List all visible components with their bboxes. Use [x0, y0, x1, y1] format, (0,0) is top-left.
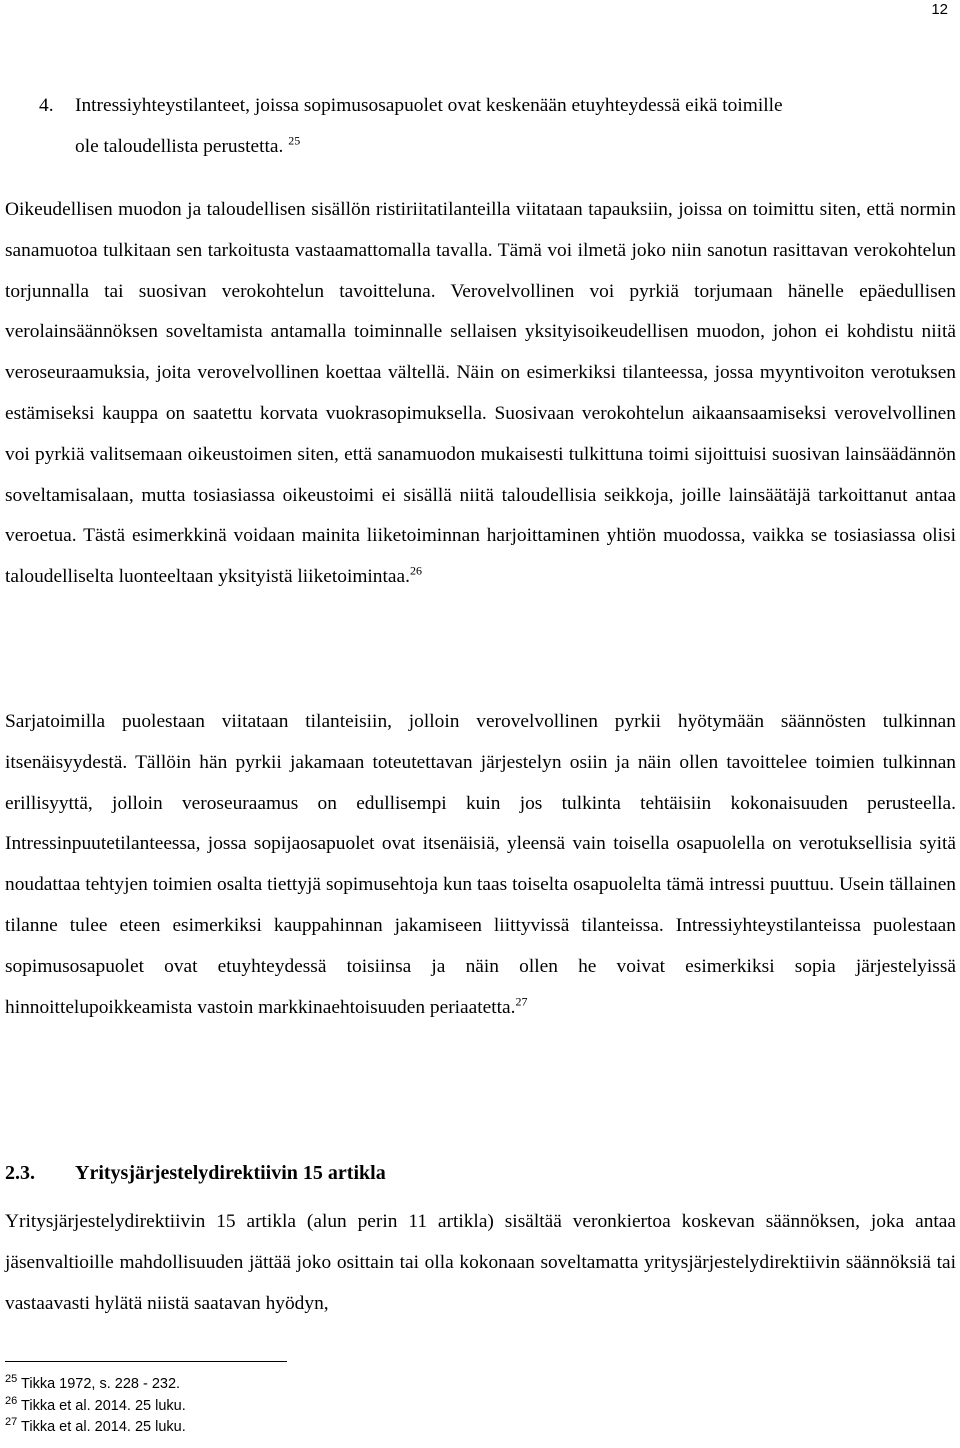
footnote-ref-27: 27: [515, 994, 528, 1009]
paragraph1-text: Oikeudellisen muodon ja taloudellisen sisällön ristiriitatilanteilla viitataan tapauksiin, joissa on toimittu siten, että normin sanamuotoa tulkitaan sen tarkoitusta vastaamattomalla tavalla. Tämä voi ilmetä joko niin sanotun rasittavan verokohtelun torjunnalla tai suosivan verokohtelun tavoitteluna. Verovelvollinen voi pyrkiä torjumaan hänelle epäedullisen verolainsäännöksen soveltamista antamalla toiminnalle sellaisen yksityisoikeudellisen muodon, johon ei kohdistu niitä veroseuraamuksia, joita verovelvollinen koettaa vältellä. Näin on esimerkiksi tilanteessa, jossa myyntivoiton verotuksen estämiseksi kauppa on saatettu korvata vuokrasopimuksella. Suosivaan verokohtelun aikaansaamiseksi verovelvollinen voi pyrkiä valitsemaan oikeustoimen siten, että sanamuodon mukaisesti tulkittuna toimi sijoittuisi suosivan lainsäädännön soveltamisalaan, mutta tosiasiassa oikeustoimi ei sisällä niitä taloudellisia seikkoja, joille lainsäätäjä tarkoittanut antaa veroetua. Tästä esimerkkinä voidaan mainita liiketoiminnan harjoittaminen yhtiön muodossa, vaikka se tosiasiassa olisi taloudelliselta luonteeltaan yksityistä liiketoimintaa.: [5, 199, 956, 588]
list-item-text-line2: ole taloudellista perustetta.: [75, 135, 284, 157]
list-item: [39, 86, 956, 168]
footnote-text: Tikka 1972, s. 228 - 232.: [21, 1376, 181, 1392]
footnote-27: [5, 1417, 186, 1439]
footnote-26: [5, 1396, 186, 1418]
paragraph2-text: Sarjatoimilla puolestaan viitataan tilanteisiin, jolloin verovelvollinen pyrkii hyötymään säännösten tulkinnan itsenäisyydestä. Tällöin hän pyrkii jakamaan toteutettavan järjestelyn osiin ja näin ollen tavoittelee toimien tulkinnan erillisyyttä, jolloin veroseuraamus on edullisempi kuin jos tulkinta tehtäisiin kokonaisuuden perusteella. Intressinpuutetilanteessa, jossa sopijaosapuolet ovat itsenäisiä, yleensä vain toisella osapuolella on verotuksellisia syitä noudattaa tehtyjen toimien osalta tiettyjä sopimusehtoja kun taas toiselta osapuolelta tämä intressi puuttuu. Usein tällainen tilanne tulee eteen esimerkiksi kauppahinnan jakamiseen liittyvissä tilanteissa. Intressiyhteystilanteissa puolestaan sopimusosapuolet ovat etuyhteydessä toisiinsa ja näin ollen he voivat esimerkiksi sopia järjestelyissä hinnoittelupoikkeamista vastoin markkinaehtoisuuden periaatetta.: [5, 711, 956, 1018]
paragraph-form-vs-substance: [5, 190, 956, 598]
page-number: 12: [931, 1, 948, 18]
footnote-ref-26: 26: [409, 563, 422, 578]
footnote-ref-25: 25: [288, 133, 301, 148]
paragraph3-text: Yritysjärjestelydirektiivin 15 artikla (alun perin 11 artikla) sisältää veronkiertoa koskevan säännöksen, joka antaa jäsenvaltioille mahdollisuuden jättää joko osittain tai olla kokonaan soveltamatta yritysjärjestelydirektiivin säännöksiä tai vastaavasti hylätä niistä saatavan hyödyn,: [5, 1211, 956, 1314]
footnote-text: Tikka et al. 2014. 25 luku.: [21, 1419, 186, 1435]
footnote-text: Tikka et al. 2014. 25 luku.: [21, 1397, 186, 1414]
footnote-number: 25: [5, 1373, 18, 1386]
section-heading: [5, 1153, 386, 1193]
paragraph-series-transactions: [5, 702, 956, 1028]
list-item-text-line1: Intressiyhteystilanteet, joissa sopimusosapuolet ovat keskenään etuyhteydessä eikä toimille: [75, 95, 783, 116]
list-item-text: [75, 86, 956, 168]
list-item-number: 4.: [39, 95, 54, 116]
footnote-number: 27: [5, 1416, 18, 1429]
section-number: 2.3.: [5, 1162, 35, 1184]
footnotes: [5, 1374, 186, 1439]
section-title: Yritysjärjestelydirektiivin 15 artikla: [75, 1162, 386, 1184]
footnote-number: 26: [5, 1394, 18, 1407]
footnote-separator: [5, 1361, 287, 1362]
paragraph-article-15: [5, 1202, 956, 1324]
footnote-25: [5, 1374, 186, 1396]
